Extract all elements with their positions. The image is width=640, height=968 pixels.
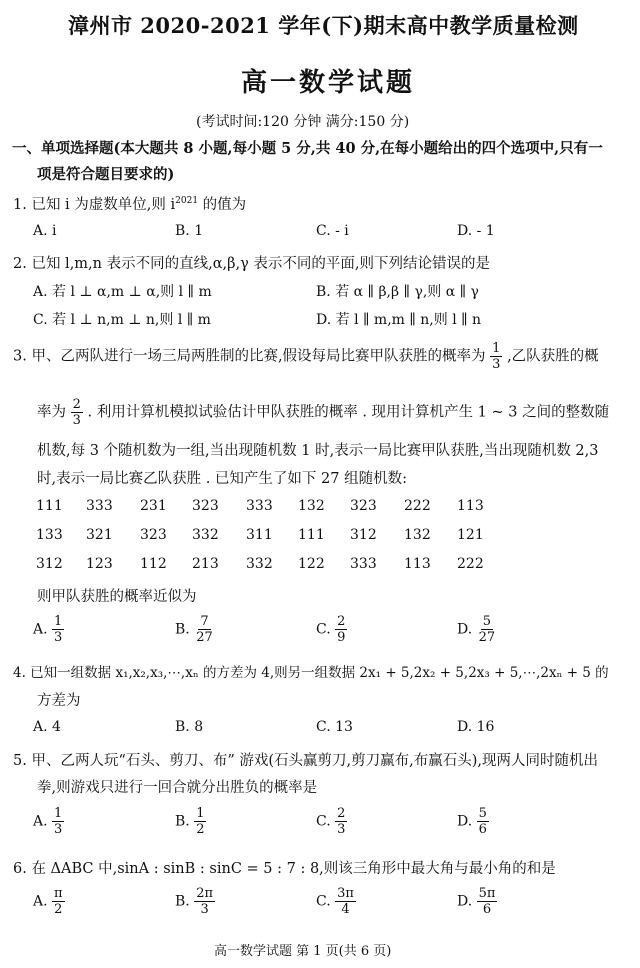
question-6-option-b: B. $\frac{2\pi}{3}$ (175, 886, 214, 917)
random-number: 333 (246, 498, 273, 514)
random-number: 111 (36, 498, 63, 514)
random-number: 113 (457, 498, 484, 514)
question-5-option-b: B. $\frac{1}{2}$ (175, 806, 205, 837)
random-number: 222 (404, 498, 431, 514)
random-number: 323 (350, 498, 377, 514)
random-number: 213 (192, 556, 219, 572)
random-number: 231 (140, 498, 167, 514)
question-3-option-b: B. $\frac{7}{27}$ (175, 614, 213, 645)
question-1-option-b: B. 1 (175, 223, 204, 239)
question-5-line-2: 拳,则游戏只进行一回合就分出胜负的概率是 (37, 780, 318, 796)
random-number: 332 (192, 527, 219, 543)
random-number: 113 (404, 556, 431, 572)
question-1-exponent: 2021 (175, 196, 199, 206)
question-5-option-d: D. $\frac{5}{6}$ (457, 806, 487, 837)
random-number: 133 (36, 527, 63, 543)
question-5-option-c: C. $\frac{2}{3}$ (316, 806, 346, 837)
random-number: 123 (86, 556, 113, 572)
random-number: 323 (192, 498, 219, 514)
question-1-stem (13, 193, 246, 214)
question-3-line-1-tail: ,乙队获胜的概 (507, 348, 599, 365)
question-1-option-d: D. - 1 (457, 223, 495, 239)
question-2-option-b: B. 若 α ∥ β,β ∥ γ,则 α ∥ γ (316, 284, 479, 300)
question-5-option-a: A. $\frac{1}{3}$ (33, 806, 63, 837)
random-number: 333 (350, 556, 377, 572)
question-4-line-2: 方差为 (37, 693, 81, 709)
page-footer: 高一数学试题 第 1 页(共 6 页) (214, 944, 392, 959)
fraction-two-thirds: $\frac{2}{3}$ (72, 397, 81, 428)
question-6-option-a: A. $\frac{\pi}{2}$ (33, 886, 63, 917)
question-6-option-c: C. $\frac{3\pi}{4}$ (316, 886, 354, 917)
random-number: 311 (246, 527, 273, 543)
question-3-option-c: C. $\frac{2}{9}$ (316, 614, 346, 645)
random-number: 122 (298, 556, 325, 572)
exam-meta: (考试时间:120 分钟 满分:150 分) (196, 114, 410, 130)
question-3-line-4: 时,表示一局比赛乙队获胜 . 已知产生了如下 27 组随机数: (37, 471, 407, 487)
random-number: 132 (298, 498, 325, 514)
random-number: 112 (140, 556, 167, 572)
random-number: 323 (140, 527, 167, 543)
question-2-stem: 2. 已知 l,m,n 表示不同的直线,α,β,γ 表示不同的平面,则下列结论错误的是 (13, 256, 490, 272)
question-3-line-2-tail: . 利用计算机模拟试验估计甲队获胜的概率 . 现用计算机产生 1 ~ 3 之间的整数随 (87, 404, 610, 421)
question-4-option-a: A. 4 (33, 719, 61, 735)
page-title: 高一数学试题 (241, 68, 416, 98)
question-1-stem-text: 1. 已知 i 为虚数单位,则 i (13, 197, 176, 213)
question-4-option-b: B. 8 (175, 719, 204, 735)
question-2-option-a: A. 若 l ⊥ α,m ⊥ α,则 l ∥ m (33, 284, 212, 300)
random-number: 312 (350, 527, 377, 543)
question-3-line-1 (13, 341, 599, 372)
random-number: 121 (457, 527, 484, 543)
random-number: 333 (86, 498, 113, 514)
question-6-stem: 6. 在 ΔABC 中,sinA : sinB : sinC = 5 : 7 : 8,则该三角形中最大角与最小角的和是 (13, 861, 556, 877)
question-2-option-d: D. 若 l ∥ m,m ∥ n,则 l ∥ n (316, 312, 482, 328)
question-6-option-d: D. $\frac{5\pi}{6}$ (457, 886, 496, 917)
question-3-option-d: D. $\frac{5}{27}$ (457, 614, 496, 645)
question-4-option-d: D. 16 (457, 719, 495, 735)
question-5-line-1: 5. 甲、乙两人玩“石头、剪刀、布” 游戏(石头赢剪刀,剪刀赢布,布赢石头),现两人同时随机出 (13, 753, 599, 769)
question-2-option-c: C. 若 l ⊥ n,m ⊥ n,则 l ∥ m (33, 312, 211, 328)
section-heading-line1: 一、单项选择题(本大题共 8 小题,每小题 5 分,共 40 分,在每小题给出的四个选项中,只有一 (12, 140, 603, 157)
question-3-option-a: A. $\frac{1}{3}$ (33, 614, 63, 645)
section-heading-line2: 项是符合题目要求的) (37, 166, 175, 183)
question-3-line-1-text: 3. 甲、乙两队进行一场三局两胜制的比赛,假设每局比赛甲队获胜的概率为 (13, 348, 486, 365)
question-3-line-3: 机数,每 3 个随机数为一组,当出现随机数 1 时,表示一局比赛甲队获胜,当出现随机数 2,3 (37, 443, 599, 459)
random-number: 132 (404, 527, 431, 543)
random-number: 321 (86, 527, 113, 543)
question-3-ask: 则甲队获胜的概率近似为 (37, 589, 197, 605)
exam-line: 漳州市 2020-2021 学年(下)期末高中教学质量检测 (68, 13, 579, 38)
question-4-line-1: 4. 已知一组数据 x₁,x₂,x₃,⋯,xₙ 的方差为 4,则另一组数据 2x₁ + 5,2x₂ + 5,2x₃ + 5,⋯,2xₙ + 5 的 (13, 665, 609, 681)
question-1-option-a: A. i (33, 223, 57, 239)
random-number: 312 (36, 556, 63, 572)
fraction-one-third: $\frac{1}{3}$ (492, 341, 501, 372)
random-number: 111 (298, 527, 325, 543)
question-4-option-c: C. 13 (316, 719, 353, 735)
question-1-option-c: C. - i (316, 223, 349, 239)
question-1-stem-tail: 的值为 (198, 197, 247, 213)
question-3-line-2 (37, 397, 609, 428)
random-number: 222 (457, 556, 484, 572)
random-number: 332 (246, 556, 273, 572)
question-3-line-2-text: 率为 (37, 404, 66, 421)
